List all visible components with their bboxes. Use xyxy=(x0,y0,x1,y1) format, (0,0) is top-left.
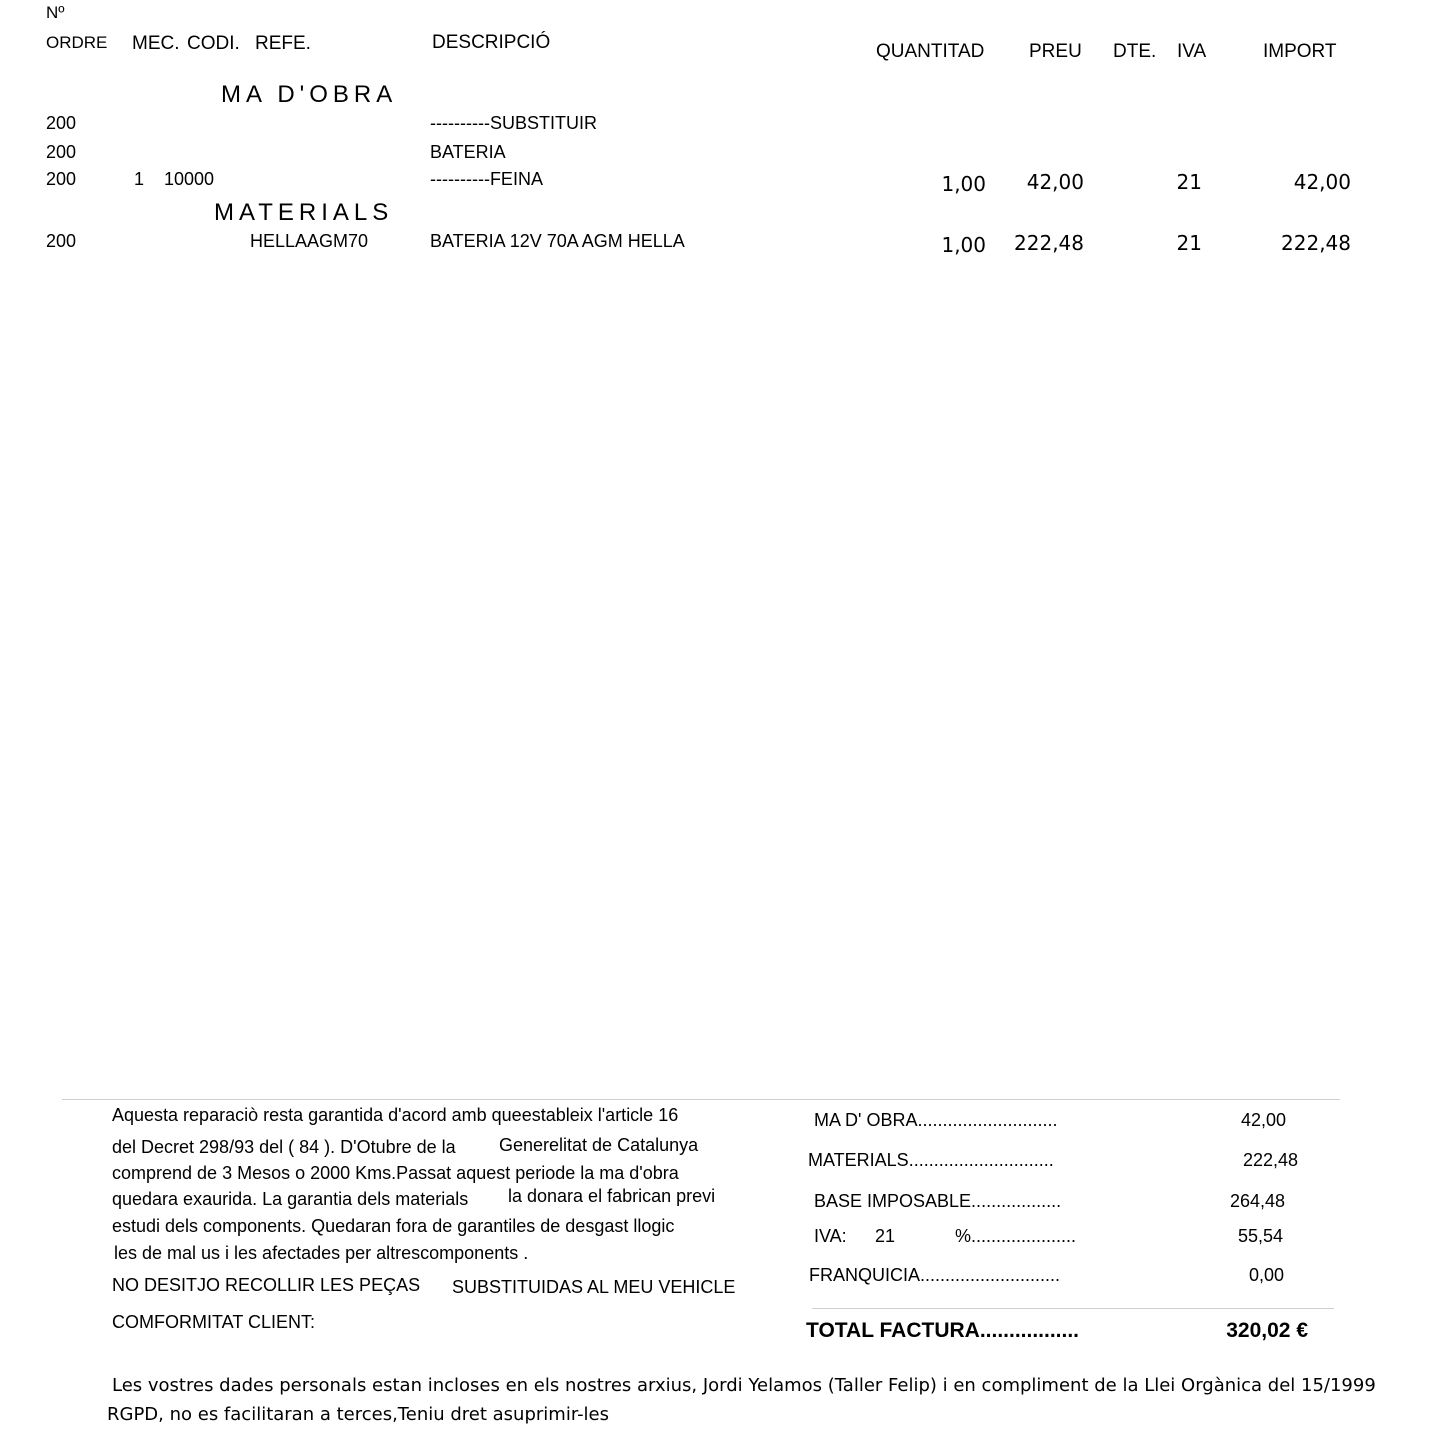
line-import: 42,00 xyxy=(1293,170,1351,194)
guarantee-fragment: estableix l'article 16 xyxy=(521,1105,679,1125)
summary-base-label: BASE IMPOSABLE.................. xyxy=(814,1191,1062,1211)
line-preu: 42,00 xyxy=(1026,170,1084,194)
line-mec: 1 xyxy=(134,169,145,189)
privacy-notice-line-1: Les vostres dades personals estan incloses en els nostres arxius, Jordi Yelamos (Taller Felip) i en compliment de la Llei Orgànica del 15/1999 xyxy=(112,1375,1376,1396)
col-codi-label: CODI. xyxy=(187,33,240,54)
guarantee-line: la donara el fabrican previ xyxy=(508,1186,716,1206)
no-collect-parts-label: NO DESITJO RECOLLIR LES PEÇAS xyxy=(112,1275,421,1295)
col-num-label: Nº xyxy=(46,3,65,22)
line-ordre: 200 xyxy=(46,231,77,251)
total-factura-value: 320,02 € xyxy=(1226,1319,1308,1342)
no-collect-parts-label-2: SUBSTITUIDAS AL MEU VEHICLE xyxy=(452,1277,736,1297)
summary-iva-label: IVA: xyxy=(814,1226,847,1246)
line-ordre: 200 xyxy=(46,113,77,133)
summary-iva-value: 55,54 xyxy=(1237,1226,1283,1246)
guarantee-line xyxy=(114,1243,528,1264)
col-mec-label: MEC. xyxy=(132,33,180,54)
guarantee-line: quedara exaurida. La garantia dels materials xyxy=(112,1189,469,1209)
summary-iva-rate: 21 xyxy=(875,1226,896,1246)
guarantee-line: comprend de 3 Mesos o 2000 Kms.Passat aquest periode la ma d'obra xyxy=(112,1163,679,1183)
col-ordre-label: ORDRE xyxy=(46,33,108,52)
guarantee-line xyxy=(499,1135,698,1156)
line-descripcio: BATERIA xyxy=(430,142,506,162)
line-descripcio: ----------SUBSTITUIR xyxy=(430,113,597,133)
col-import-label: IMPORT xyxy=(1263,41,1337,62)
summary-franquicia-label: FRANQUICIA............................ xyxy=(809,1265,1061,1285)
footer-divider xyxy=(62,1099,1340,1100)
summary-ma-obra-value: 42,00 xyxy=(1240,1110,1286,1130)
summary-materials-label: MATERIALS............................. xyxy=(808,1150,1054,1170)
guarantee-fragment: les de desgast llogic xyxy=(512,1216,675,1236)
section-materials-title: MATERIALS xyxy=(214,199,394,226)
guarantee-fragment: Aquesta reparaciò resta garantida d'acord amb que xyxy=(112,1105,522,1125)
summary-franquicia-value: 0,00 xyxy=(1248,1265,1284,1285)
summary-divider xyxy=(812,1308,1334,1309)
guarantee-line xyxy=(112,1216,674,1237)
guarantee-fragment: estudi dels components. Quedaran fora de garanti xyxy=(112,1216,513,1236)
line-iva: 21 xyxy=(1176,170,1202,194)
line-codi: 10000 xyxy=(164,169,215,189)
line-ordre: 200 xyxy=(46,142,77,162)
line-preu: 222,48 xyxy=(1014,231,1084,255)
guarantee-fragment: components . xyxy=(420,1243,529,1263)
guarantee-fragment: Generelitat de Catalunya xyxy=(499,1135,699,1155)
summary-base-value: 264,48 xyxy=(1229,1191,1285,1211)
line-quantitat: 1,00 xyxy=(941,172,986,196)
guarantee-line xyxy=(112,1137,456,1158)
guarantee-fragment: les de mal us i les afectades per altres xyxy=(114,1243,421,1263)
summary-materials-value: 222,48 xyxy=(1242,1150,1298,1170)
total-factura-label: TOTAL FACTURA................. xyxy=(806,1319,1080,1342)
line-iva: 21 xyxy=(1176,231,1202,255)
guarantee-line xyxy=(112,1105,678,1126)
line-quantitat: 1,00 xyxy=(941,233,986,257)
col-dte-label: DTE. xyxy=(1113,41,1157,62)
col-refe-label: REFE. xyxy=(255,33,311,54)
line-import: 222,48 xyxy=(1281,231,1351,255)
col-iva-label: IVA xyxy=(1177,41,1207,62)
line-descripcio: BATERIA 12V 70A AGM HELLA xyxy=(430,231,685,251)
privacy-notice-line-2: RGPD, no es facilitaran a terces,Teniu dret asuprimir-les xyxy=(107,1404,610,1425)
guarantee-fragment: del Decret 298/93 del ( 84 ). D'Otubre de la xyxy=(112,1137,456,1157)
line-refe: HELLAAGM70 xyxy=(250,231,369,251)
summary-iva-pct: %..................... xyxy=(955,1226,1077,1246)
col-quantitat-label: QUANTITAD xyxy=(876,41,985,62)
col-preu-label: PREU xyxy=(1029,41,1082,62)
section-ma-obra-title: MA D'OBRA xyxy=(221,81,398,108)
customer-conformity-label: COMFORMITAT CLIENT: xyxy=(112,1312,316,1332)
line-ordre: 200 xyxy=(46,169,77,189)
col-descripcio-label: DESCRIPCIÓ xyxy=(432,32,551,53)
line-descripcio: ----------FEINA xyxy=(430,169,543,189)
summary-ma-obra-label: MA D' OBRA............................ xyxy=(814,1110,1058,1130)
